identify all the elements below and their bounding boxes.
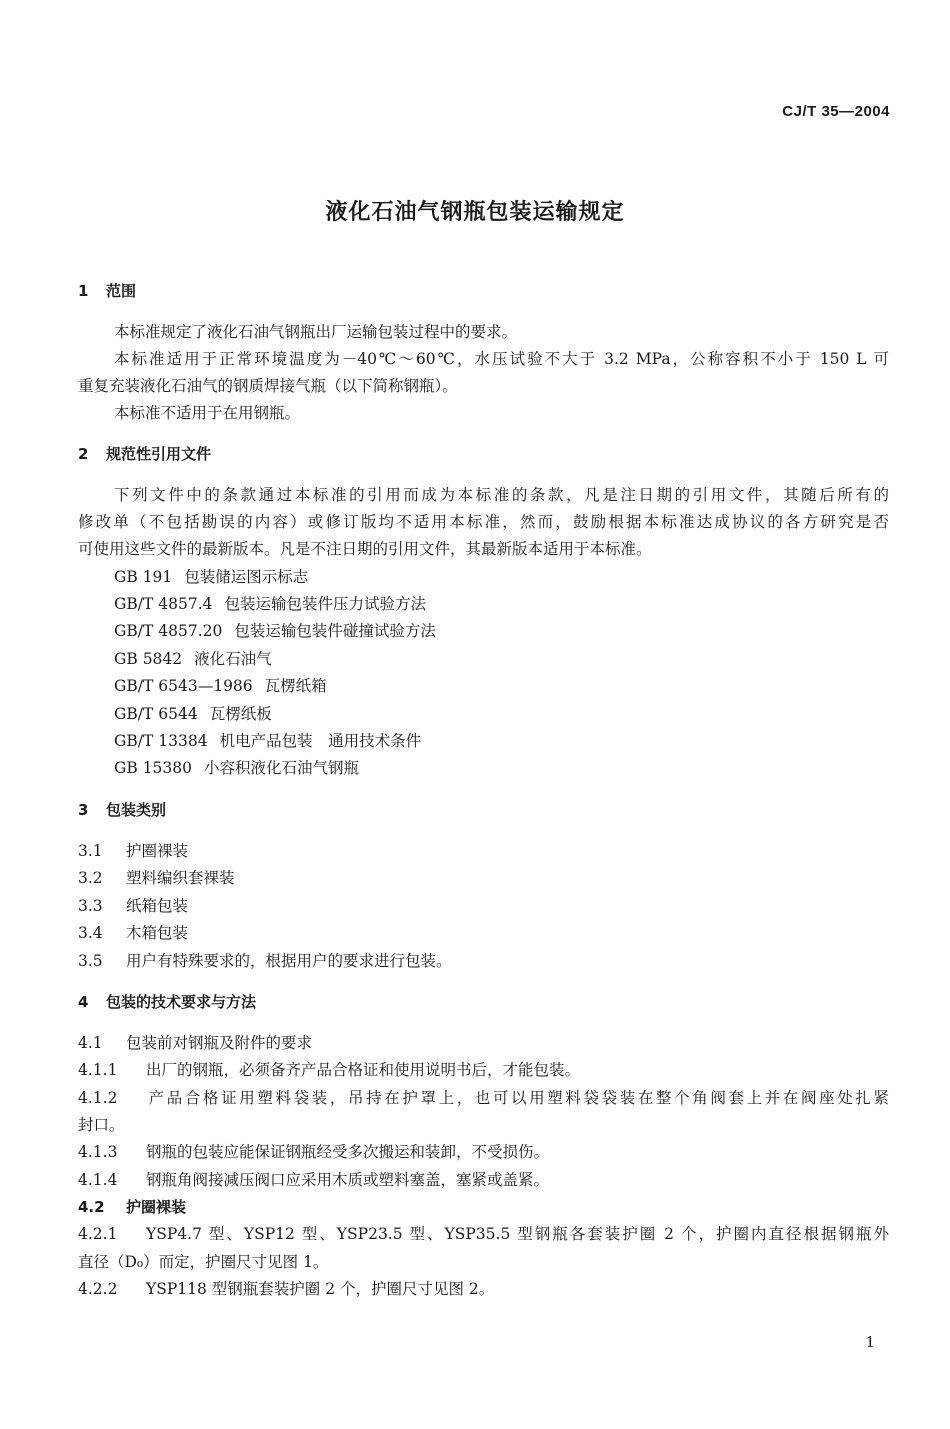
clause-number: 3.1 <box>78 842 103 860</box>
reference-name: 小容积液化石油气钢瓶 <box>204 759 360 777</box>
clause-number: 3.2 <box>78 869 103 887</box>
section-1-heading <box>78 280 136 302</box>
clause-text: 钢瓶的包装应能保证钢瓶经受多次搬运和装卸，不受损伤。 <box>146 1143 550 1161</box>
clause-item <box>78 1087 889 1109</box>
reference-code: GB/T 4857.4 <box>114 595 213 613</box>
clause-text: YSP4.7 型、YSP12 型、YSP23.5 型、YSP35.5 型钢瓶各套装护圈 2 个，护圈内直径根据钢瓶外 <box>146 1225 889 1243</box>
reference-code: GB/T 13384 <box>114 732 208 750</box>
page-title: 液化石油气钢瓶包装运输规定 <box>325 200 625 225</box>
clause-number: 4.1.2 <box>78 1089 118 1107</box>
section-title: 包装类别 <box>106 801 167 819</box>
clause-text: 护圈裸装 <box>126 842 189 860</box>
paragraph: 本标准适用于正常环境温度为－40℃～60℃，水压试验不大于 3.2 MPa，公称容积不小于 150 L 可 <box>114 350 889 368</box>
paragraph: 修改单（不包括勘误的内容）或修订版均不适用本标准，然而，鼓励根据本标准达成协议的各方研究是否 <box>78 513 889 531</box>
paragraph: 本标准规定了液化石油气钢瓶出厂运输包装过程中的要求。 <box>114 323 518 341</box>
clause-number: 3.4 <box>78 924 103 942</box>
clause-number: 4.1 <box>78 1034 103 1052</box>
clause-number: 4.2 <box>78 1198 105 1216</box>
section-title: 规范性引用文件 <box>106 445 212 463</box>
clause-item <box>78 840 188 862</box>
clause-item <box>78 1169 549 1191</box>
paragraph: 本标准不适用于在用钢瓶。 <box>114 404 301 422</box>
clause-text: 纸箱包装 <box>126 897 189 915</box>
standard-code: CJ/T 35—2004 <box>782 103 890 120</box>
reference-code: GB 191 <box>114 568 173 586</box>
reference-item <box>114 566 308 588</box>
section-title: 范围 <box>106 282 137 300</box>
clause-text: 产品合格证用塑料袋装，吊持在护罩上，也可以用塑料袋袋装在整个角阀套上并在阀座处扎紧 <box>146 1089 889 1107</box>
clause-text: 护圈裸装 <box>126 1198 187 1216</box>
clause-item <box>78 922 188 944</box>
section-number: 4 <box>78 993 89 1011</box>
clause-item <box>78 1032 312 1054</box>
clause-text: 用户有特殊要求的，根据用户的要求进行包装。 <box>126 952 452 970</box>
reference-code: GB/T 6544 <box>114 705 198 723</box>
reference-code: GB 5842 <box>114 650 183 668</box>
clause-number: 4.1.1 <box>78 1061 118 1079</box>
reference-name: 瓦楞纸板 <box>209 705 272 723</box>
clause-number: 3.5 <box>78 952 103 970</box>
paragraph: 重复充装液化石油气的钢质焊接气瓶（以下简称钢瓶）。 <box>78 377 458 395</box>
clause-item <box>78 950 452 972</box>
clause-item <box>78 1278 494 1300</box>
reference-item <box>114 648 272 670</box>
section-2-heading <box>78 443 211 465</box>
clause-text: 钢瓶角阀接减压阀口应采用木质或塑料塞盖，塞紧或盖紧。 <box>146 1171 550 1189</box>
reference-item <box>114 730 421 752</box>
clause-continuation: 直径（D₀）而定，护圈尺寸见图 1。 <box>78 1253 329 1271</box>
clause-text: 包装前对钢瓶及附件的要求 <box>126 1034 313 1052</box>
reference-item <box>114 757 359 779</box>
reference-code: GB/T 6543—1986 <box>114 677 253 695</box>
clause-number: 4.1.3 <box>78 1143 118 1161</box>
clause-item <box>78 1059 580 1081</box>
reference-name: 包装运输包装件压力试验方法 <box>224 595 427 613</box>
clause-number: 4.2.2 <box>78 1280 118 1298</box>
reference-name: 机电产品包装 通用技术条件 <box>219 732 422 750</box>
clause-continuation: 封口。 <box>78 1116 125 1134</box>
section-title: 包装的技术要求与方法 <box>106 993 257 1011</box>
clause-item <box>78 867 235 889</box>
clause-number: 4.1.4 <box>78 1171 118 1189</box>
clause-text: 木箱包装 <box>126 924 189 942</box>
section-number: 1 <box>78 282 89 300</box>
clause-number: 4.2.1 <box>78 1225 118 1243</box>
page-number: 1 <box>865 1333 875 1351</box>
clause-item <box>78 1141 549 1163</box>
section-number: 2 <box>78 445 89 463</box>
reference-code: GB/T 4857.20 <box>114 622 223 640</box>
reference-item <box>114 593 426 615</box>
clause-number: 3.3 <box>78 897 103 915</box>
reference-name: 瓦楞纸箱 <box>264 677 327 695</box>
reference-name: 包装储运图示标志 <box>184 568 309 586</box>
clause-item <box>78 1223 889 1245</box>
clause-text: 出厂的钢瓶，必须备齐产品合格证和使用说明书后，才能包装。 <box>146 1061 581 1079</box>
clause-item <box>78 895 188 917</box>
section-number: 3 <box>78 801 89 819</box>
clause-text: 塑料编织套裸装 <box>126 869 235 887</box>
clause-heading <box>78 1196 186 1218</box>
clause-text: YSP118 型钢瓶套装护圈 2 个，护圈尺寸见图 2。 <box>146 1280 495 1298</box>
reference-item <box>114 620 436 642</box>
reference-item <box>114 703 272 725</box>
paragraph: 下列文件中的条款通过本标准的引用而成为本标准的条款，凡是注日期的引用文件，其随后所有的 <box>114 486 889 504</box>
reference-code: GB 15380 <box>114 759 193 777</box>
reference-name: 液化石油气 <box>194 650 272 668</box>
section-4-heading <box>78 991 256 1013</box>
reference-name: 包装运输包装件碰撞试验方法 <box>234 622 436 640</box>
section-3-heading <box>78 799 166 821</box>
reference-item <box>114 675 327 697</box>
paragraph: 可使用这些文件的最新版本。凡是不注日期的引用文件，其最新版本适用于本标准。 <box>78 540 652 558</box>
